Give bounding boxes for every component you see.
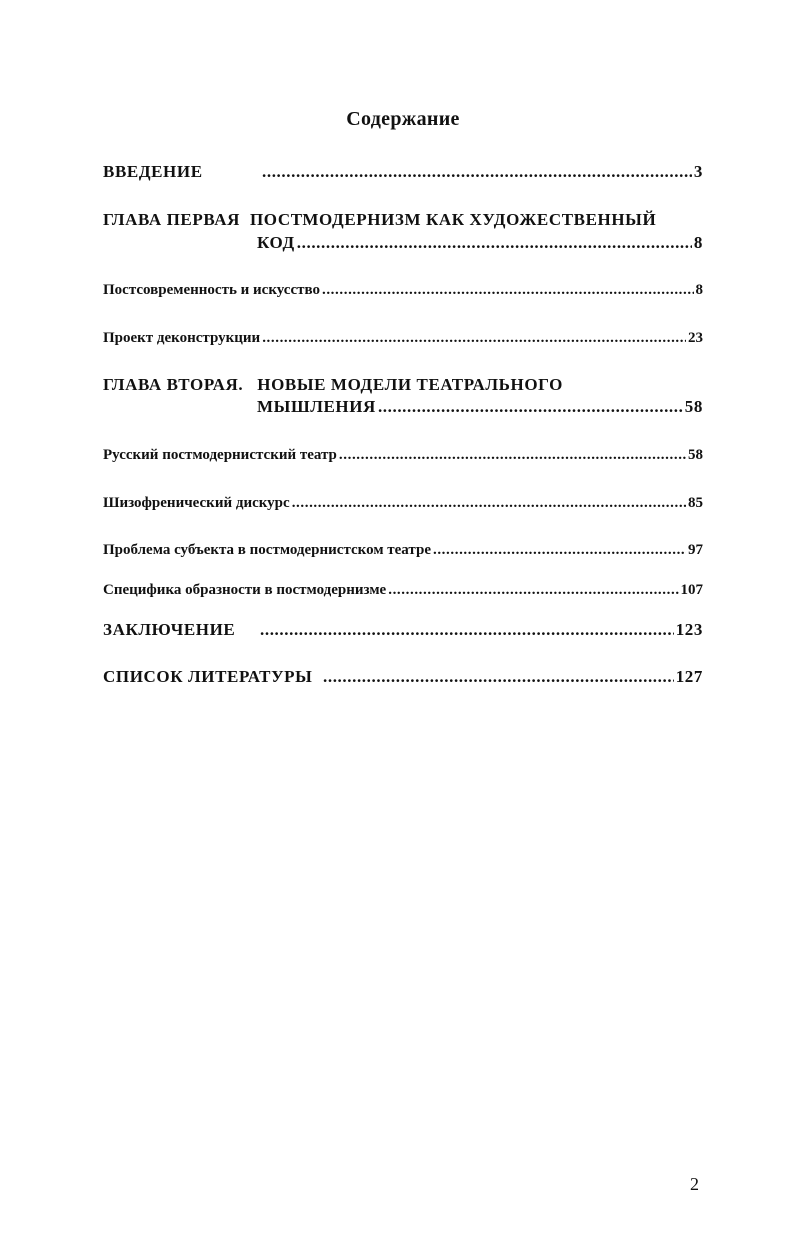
toc-dot-leader — [262, 162, 692, 182]
toc-entry-section[interactable] — [103, 328, 703, 348]
toc-label: МЫШЛЕНИЯ — [257, 397, 376, 416]
toc-page-number: 97 — [688, 542, 703, 558]
toc-page-number: 58 — [684, 397, 703, 416]
toc-chapter-title: ПОСТМОДЕРНИЗМ КАК ХУДОЖЕСТВЕННЫЙ — [249, 210, 657, 229]
toc-label: Шизофренический дискурс — [103, 495, 290, 511]
toc-label: Проблема субъекта в постмодернистском театре — [103, 542, 431, 558]
toc-label: Специфика образности в постмодернизме — [103, 582, 387, 598]
toc-page-number: 123 — [675, 620, 703, 639]
toc-dot-leader — [297, 233, 692, 253]
toc-entry-section[interactable] — [103, 445, 703, 465]
toc-label: Проект деконструкции — [103, 330, 261, 346]
toc-chapter-prefix: ГЛАВА ВТОРАЯ. — [103, 375, 244, 394]
toc-label: ВВЕДЕНИЕ — [103, 162, 203, 181]
toc-chapter-1-heading[interactable] — [103, 210, 656, 230]
toc-page-number: 85 — [688, 495, 703, 511]
toc-entry-section[interactable] — [103, 493, 703, 513]
toc-entry-section[interactable] — [103, 580, 703, 600]
toc-page-number: 107 — [680, 582, 703, 598]
toc-page-number: 127 — [675, 667, 703, 686]
toc-label: СПИСОК ЛИТЕРАТУРЫ — [103, 667, 313, 686]
toc-page-number: 8 — [693, 233, 703, 252]
toc-dot-leader — [339, 445, 686, 465]
toc-entry-section[interactable] — [103, 540, 703, 560]
toc-dot-leader — [262, 328, 686, 348]
toc-entry-conclusion[interactable] — [103, 620, 703, 640]
toc-dot-leader — [388, 580, 678, 600]
toc-dot-leader — [260, 620, 674, 640]
toc-page-number: 8 — [695, 282, 703, 298]
toc-chapter-title: НОВЫЕ МОДЕЛИ ТЕАТРАЛЬНОГО — [257, 375, 563, 394]
toc-label: Русский постмодернистский театр — [103, 447, 337, 463]
toc-label: ЗАКЛЮЧЕНИЕ — [103, 620, 236, 639]
toc-label: Постсовременность и искусство — [103, 282, 320, 298]
toc-entry-chapter-1[interactable] — [257, 233, 703, 253]
toc-dot-leader — [322, 280, 694, 300]
toc-entry-introduction[interactable] — [103, 162, 703, 182]
toc-entry-section[interactable] — [103, 280, 703, 300]
toc-label: КОД — [257, 233, 295, 252]
toc-entry-chapter-2[interactable] — [257, 397, 703, 417]
toc-dot-leader — [378, 397, 683, 417]
page-number: 2 — [690, 1174, 699, 1194]
toc-dot-leader — [292, 493, 686, 513]
toc-dot-leader — [323, 667, 674, 687]
toc-chapter-prefix: ГЛАВА ПЕРВАЯ — [103, 210, 240, 229]
toc-page-number: 23 — [688, 330, 703, 346]
toc-chapter-2-heading[interactable] — [103, 375, 563, 395]
toc-page-number: 3 — [693, 162, 703, 181]
toc-page-number: 58 — [688, 447, 703, 463]
toc-entry-bibliography[interactable] — [103, 667, 703, 687]
toc-dot-leader — [433, 540, 686, 560]
toc-title: Содержание — [346, 108, 460, 130]
